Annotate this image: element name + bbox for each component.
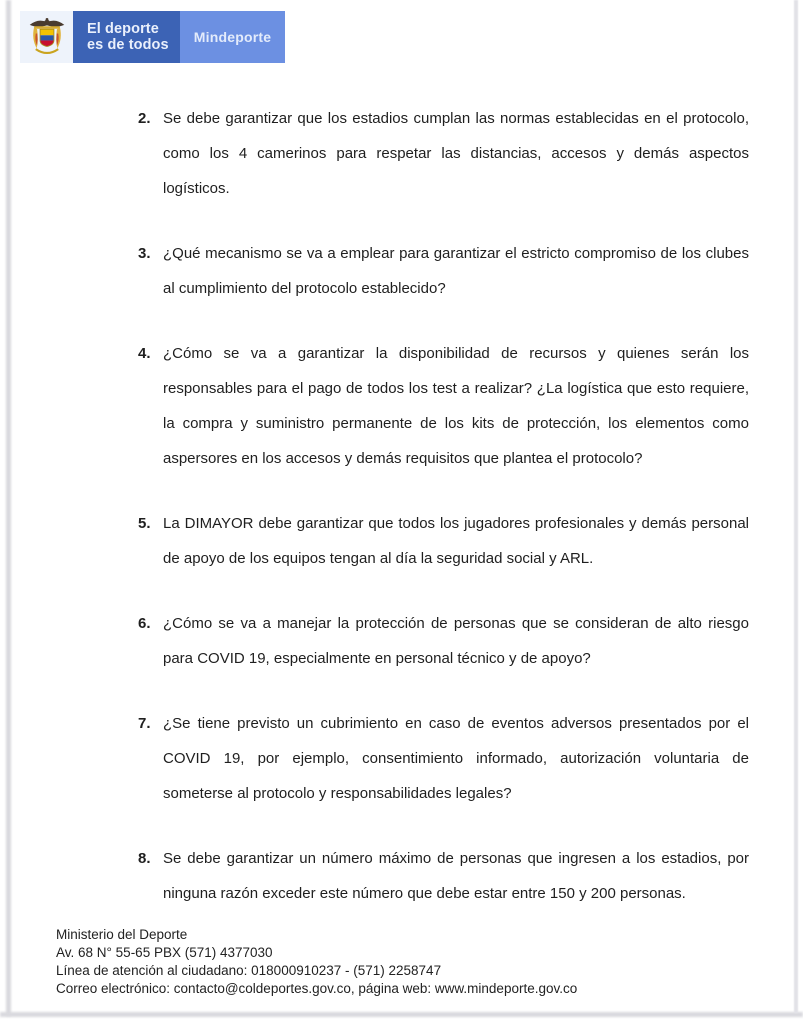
item-text: Se debe garantizar que los estadios cumplan las normas establecidas en el protocolo, como los 4 camerinos para respetar las distancias, accesos y demás aspectos logísticos. [163, 110, 749, 197]
item-number: 4. [138, 345, 151, 362]
logo-brand [180, 11, 285, 63]
page-crease-right [794, 0, 798, 1013]
item-number: 3. [138, 245, 151, 262]
item-number: 6. [138, 615, 151, 632]
item-number: 7. [138, 715, 151, 732]
colombia-coat-of-arms-icon [28, 16, 66, 58]
list-item [138, 841, 749, 911]
list-item [138, 236, 749, 306]
crest-box [20, 11, 73, 63]
list-item [138, 706, 749, 811]
item-text: La DIMAYOR debe garantizar que todos los jugadores profesionales y demás personal de apoyo de los equipos tengan al día la seguridad social y ARL. [163, 515, 749, 567]
item-number: 2. [138, 110, 151, 127]
item-number: 8. [138, 850, 151, 867]
item-text: ¿Cómo se va a manejar la protección de personas que se consideran de alto riesgo para COVID 19, especialmente en personal técnico y de apoyo? [163, 615, 749, 667]
footer-line-address: Av. 68 N° 55-65 PBX (571) 4377030 [56, 945, 273, 960]
page-crease-bottom [0, 1012, 803, 1017]
item-text: ¿Qué mecanismo se va a emplear para garantizar el estricto compromiso de los clubes al cumplimiento del protocolo establecido? [163, 245, 749, 297]
list-item [138, 606, 749, 676]
footer-line-phone: Línea de atención al ciudadano: 018000910237 - (571) 2258747 [56, 963, 442, 978]
logo-brand-label: Mindeporte [193, 29, 272, 45]
page-crease-left [6, 0, 11, 1016]
item-text: ¿Cómo se va a garantizar la disponibilidad de recursos y quienes serán los responsables para el pago de todos los test a realizar? ¿La logística que esto requiere, la compra y suministro permanente de los kits de protección, los elementos como aspersores en los accesos y demás requisitos que plantea el protocolo? [163, 345, 749, 467]
footer-line-ministry: Ministerio del Deporte [56, 927, 188, 942]
question-list [138, 101, 749, 941]
footer-line-email-web: Correo electrónico: contacto@coldeportes.gov.co, página web: www.mindeporte.gov.co [56, 981, 578, 996]
ministry-contact-footer [56, 926, 577, 998]
list-item [138, 506, 749, 576]
list-item [138, 336, 749, 476]
item-text: ¿Se tiene previsto un cubrimiento en caso de eventos adversos presentados por el COVID 19, por ejemplo, consentimiento informado, autorización voluntaria de someterse al protocolo y responsabilidades legales? [163, 715, 749, 802]
item-number: 5. [138, 515, 151, 532]
logo-tagline-line2: es de todos [87, 37, 169, 53]
item-text: Se debe garantizar un número máximo de personas que ingresen a los estadios, por ninguna razón exceder este número que debe estar entre 150 y 200 personas. [163, 850, 749, 902]
mindeporte-logo [20, 11, 285, 63]
logo-tagline-line1: El deporte [87, 20, 159, 37]
list-item [138, 101, 749, 206]
logo-tagline [73, 11, 180, 63]
